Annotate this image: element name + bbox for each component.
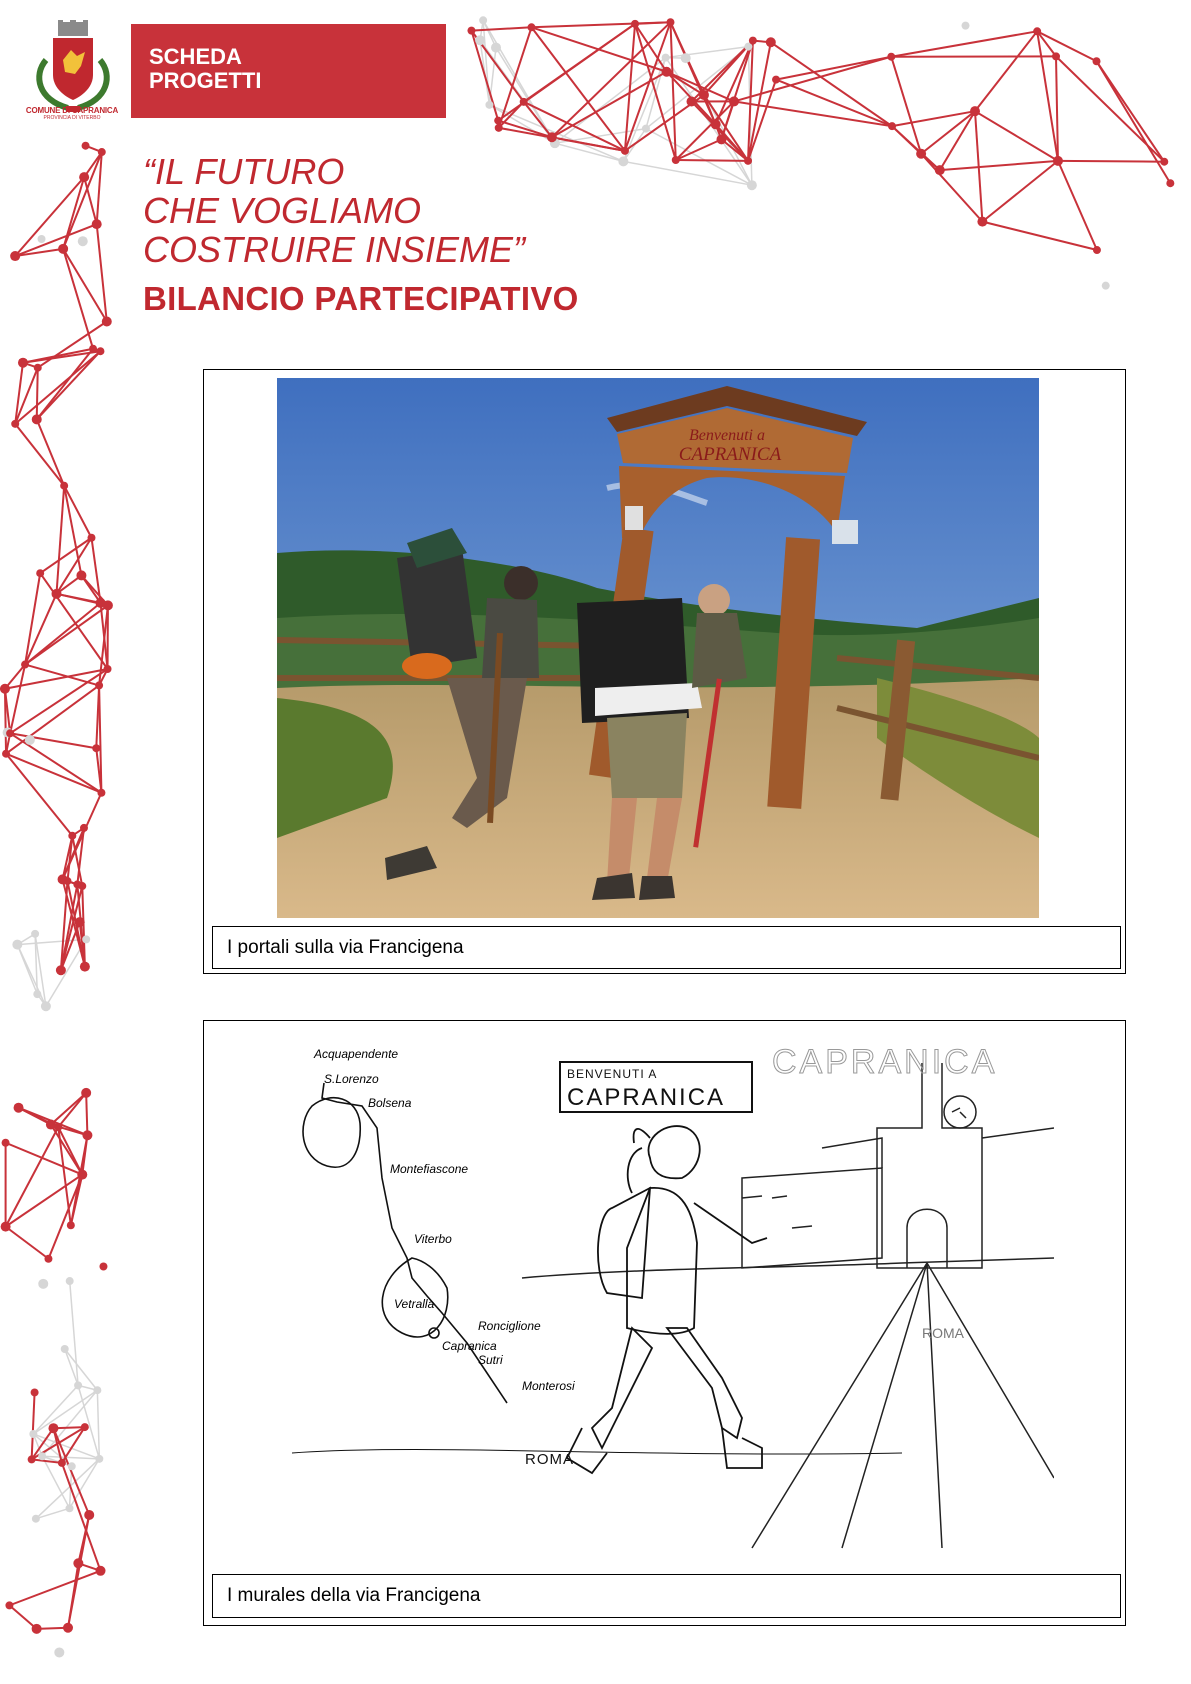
map-place-10: ROMA [525,1451,574,1468]
motto-line-3: COSTRUIRE INSIEME” [143,229,526,270]
map-place-3: Montefiascone [390,1162,469,1176]
map-place-4: Viterbo [414,1232,452,1246]
caption-murals [212,1574,1121,1618]
sketch-tower-text: CAPRANICA [772,1043,998,1081]
scheda-progetti-banner [131,24,446,118]
crest-province-label: PROVINCIA DI VITERBO [43,115,101,121]
caption-murals-text: I murales della via Francigena [227,1585,481,1606]
map-place-0: Acquapendente [314,1047,399,1061]
sketch-sign-line-1: BENVENUTI A [567,1067,658,1081]
page-title: BILANCIO PARTECIPATIVO [143,280,579,317]
crest-logo [28,20,118,120]
map-place-5: Vetralla [394,1297,435,1311]
sign-line-1: Benvenuti a [689,427,765,444]
motto-line-2: CHE VOGLIAMO [143,190,422,231]
portal-photo [277,378,1039,918]
caption-portals-text: I portali sulla via Francigena [227,937,464,958]
sketch-sign-line-2: CAPRANICA [567,1084,726,1111]
map-place-6: Ronciglione [478,1319,541,1333]
map-place-1: S.Lorenzo [324,1072,379,1086]
motto [143,152,525,269]
banner-line-1: SCHEDA [149,44,242,69]
map-place-8: Sutri [478,1353,503,1367]
caption-portals [212,926,1121,969]
motto-line-1: “IL FUTURO [143,151,345,192]
mural-sketch [282,1028,1054,1569]
map-place-2: Bolsena [368,1096,412,1110]
sign-line-2: CAPRANICA [678,444,782,465]
sketch-road-text: ROMA [922,1325,964,1341]
map-place-9: Monterosi [522,1379,575,1393]
crest-town-label: COMUNE DI CAPRANICA [25,106,119,115]
banner-line-2: PROGETTI [149,68,262,93]
map-place-7: Capranica [442,1339,497,1353]
